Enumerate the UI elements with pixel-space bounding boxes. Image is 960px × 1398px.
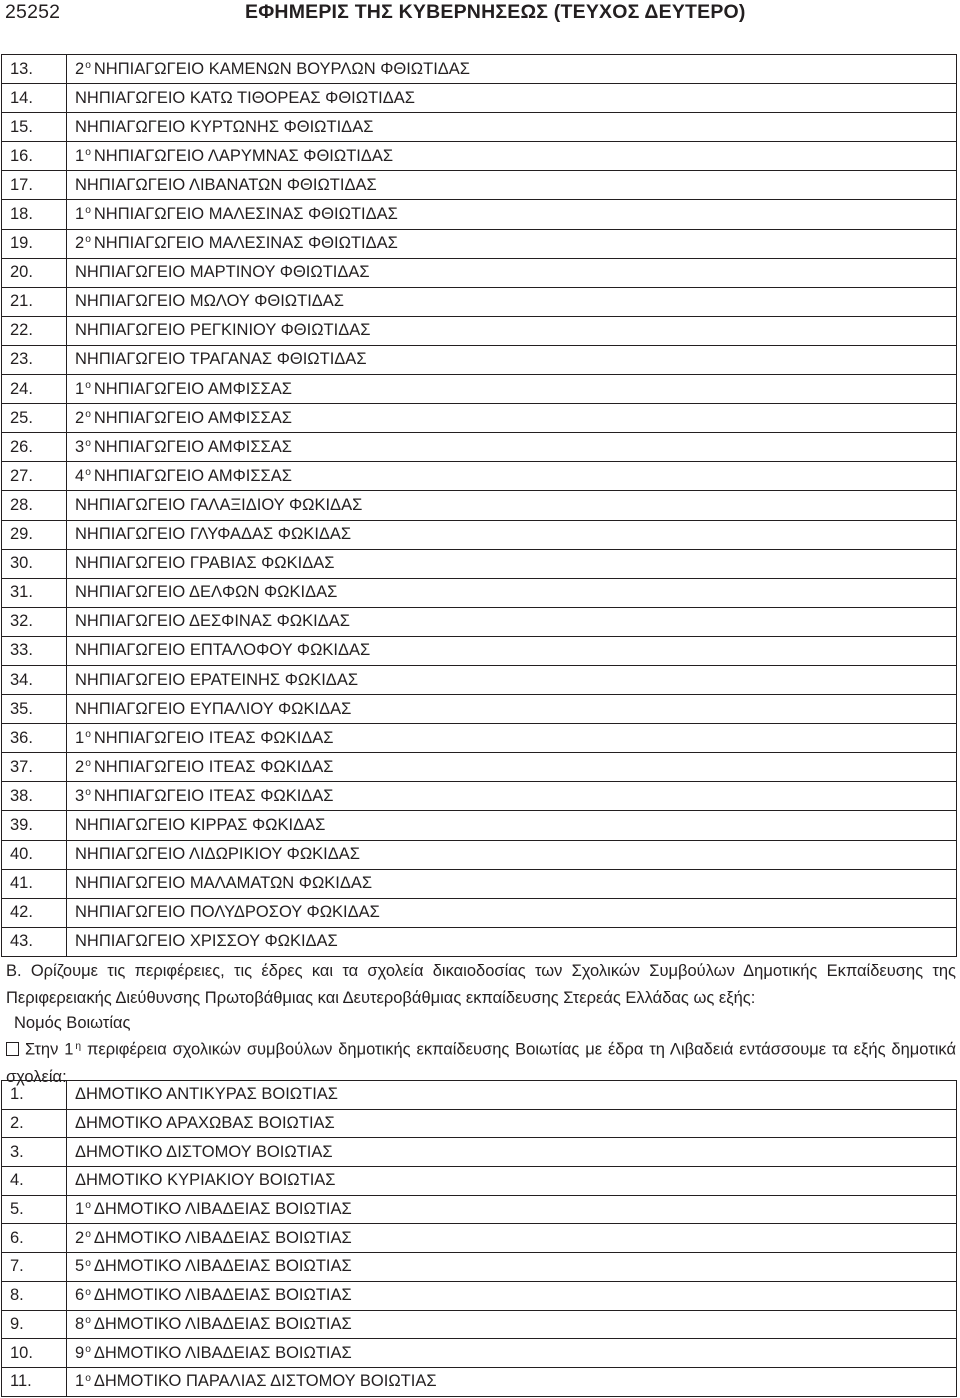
paragraph-b: Β. Ορίζουμε τις περιφέρειες, τις έδρες και τα σχολεία δικαιοδοσίας των Σχολικών Συμβούλων Δημοτικής Εκπαίδευσης της Περιφερειακής Διεύθυνσης Πρωτοβάθμιας και Δευτεροβάθμιας εκπαίδευσης Στερεάς Ελλάδας ως εξής: bbox=[6, 962, 956, 1007]
school-name-cell bbox=[67, 1167, 957, 1196]
school-name: ΝΗΠΙΑΓΩΓΕΙΟ ΑΜΦΙΣΣΑΣ bbox=[93, 437, 292, 456]
school-name: ΔΗΜΟΤΙΚΟ ΛΙΒΑΔΕΙΑΣ ΒΟΙΩΤΙΑΣ bbox=[93, 1200, 352, 1219]
school-name: ΔΗΜΟΤΙΚΟ ΛΙΒΑΔΕΙΑΣ ΒΟΙΩΤΙΑΣ bbox=[93, 1314, 352, 1333]
school-name-cell bbox=[67, 200, 957, 229]
row-number: 29. bbox=[2, 520, 67, 549]
school-name: ΝΗΠΙΑΓΩΓΕΙΟ ΠΟΛΥΔΡΟΣΟΥ ΦΩΚΙΔΑΣ bbox=[75, 903, 380, 922]
school-name: ΝΗΠΙΑΓΩΓΕΙΟ ΙΤΕΑΣ ΦΩΚΙΔΑΣ bbox=[93, 786, 334, 805]
ordinal-suffix: ο bbox=[85, 1286, 91, 1298]
table-row bbox=[2, 898, 957, 927]
table-row bbox=[2, 1167, 957, 1196]
school-name-cell bbox=[67, 258, 957, 287]
row-number: 5. bbox=[2, 1195, 67, 1224]
row-number: 2. bbox=[2, 1109, 67, 1138]
row-number: 19. bbox=[2, 229, 67, 258]
school-name: ΝΗΠΙΑΓΩΓΕΙΟ ΚΙΡΡΑΣ ΦΩΚΙΔΑΣ bbox=[75, 815, 326, 834]
row-number: 42. bbox=[2, 898, 67, 927]
table-row bbox=[2, 316, 957, 345]
row-number: 22. bbox=[2, 316, 67, 345]
school-name-cell bbox=[67, 404, 957, 433]
ordinal-suffix: ο bbox=[85, 1200, 91, 1212]
row-number: 16. bbox=[2, 142, 67, 171]
school-name-cell bbox=[67, 229, 957, 258]
row-number: 20. bbox=[2, 258, 67, 287]
school-name: ΝΗΠΙΑΓΩΓΕΙΟ ΙΤΕΑΣ ΦΩΚΙΔΑΣ bbox=[93, 757, 334, 776]
row-number: 30. bbox=[2, 549, 67, 578]
table-row bbox=[2, 171, 957, 200]
school-name-cell bbox=[67, 549, 957, 578]
ordinal-suffix: ο bbox=[85, 787, 91, 799]
school-name: ΝΗΠΙΑΓΩΓΕΙΟ ΕΡΑΤΕΙΝΗΣ ΦΩΚΙΔΑΣ bbox=[75, 670, 359, 689]
paragraph-region-before: Στην 1 bbox=[25, 1040, 74, 1059]
journal-title: ΕΦΗΜΕΡΙΣ ΤΗΣ ΚΥΒΕΡΝΗΣΕΩΣ (ΤΕΥΧΟΣ ΔΕΥΤΕΡΟ) bbox=[245, 1, 746, 23]
row-number: 39. bbox=[2, 811, 67, 840]
ordinal-number: 1 bbox=[75, 728, 85, 747]
table-row bbox=[2, 462, 957, 491]
ordinal-suffix: ο bbox=[85, 758, 91, 770]
kindergarten-table bbox=[1, 54, 957, 957]
table-row bbox=[2, 113, 957, 142]
school-name: ΝΗΠΙΑΓΩΓΕΙΟ ΤΡΑΓΑΝΑΣ ΦΘΙΩΤΙΔΑΣ bbox=[75, 350, 367, 369]
school-name: ΝΗΠΙΑΓΩΓΕΙΟ ΔΕΛΦΩΝ ΦΩΚΙΔΑΣ bbox=[75, 583, 338, 602]
paragraph-region-after: περιφέρεια σχολικών συμβούλων δημοτικής εκπαίδευσης Βοιωτίας με έδρα τη Λιβαδειά εντάσσουμε τα εξής δημοτικά σχολεία: bbox=[6, 1040, 956, 1086]
row-number: 36. bbox=[2, 724, 67, 753]
table-row bbox=[2, 200, 957, 229]
page-number: 25252 bbox=[5, 1, 61, 23]
row-number: 24. bbox=[2, 375, 67, 404]
school-name-cell bbox=[67, 375, 957, 404]
school-name-cell bbox=[67, 520, 957, 549]
school-name-cell bbox=[67, 55, 957, 84]
ordinal-number: 3 bbox=[75, 437, 85, 456]
school-name-cell bbox=[67, 869, 957, 898]
primary-school-table bbox=[1, 1080, 957, 1397]
row-number: 27. bbox=[2, 462, 67, 491]
school-name: ΝΗΠΙΑΓΩΓΕΙΟ ΑΜΦΙΣΣΑΣ bbox=[93, 379, 292, 398]
school-name: ΝΗΠΙΑΓΩΓΕΙΟ ΚΑΜΕΝΩΝ ΒΟΥΡΛΩΝ ΦΘΙΩΤΙΔΑΣ bbox=[93, 59, 470, 78]
table-row bbox=[2, 665, 957, 694]
ordinal-number: 2 bbox=[75, 757, 85, 776]
school-name: ΝΗΠΙΑΓΩΓΕΙΟ ΛΙΒΑΝΑΤΩΝ ΦΘΙΩΤΙΔΑΣ bbox=[75, 175, 377, 194]
row-number: 43. bbox=[2, 927, 67, 956]
ordinal-suffix: ο bbox=[85, 438, 91, 450]
table-row bbox=[2, 345, 957, 374]
row-number: 28. bbox=[2, 491, 67, 520]
school-name: ΝΗΠΙΑΓΩΓΕΙΟ ΑΜΦΙΣΣΑΣ bbox=[93, 466, 292, 485]
school-name: ΝΗΠΙΑΓΩΓΕΙΟ ΜΩΛΟΥ ΦΘΙΩΤΙΔΑΣ bbox=[75, 292, 345, 311]
table-row bbox=[2, 375, 957, 404]
table-row bbox=[2, 811, 957, 840]
ordinal-number: 1 bbox=[75, 1200, 85, 1219]
table-row bbox=[2, 404, 957, 433]
row-number: 21. bbox=[2, 287, 67, 316]
table-row bbox=[2, 1138, 957, 1167]
school-name-cell bbox=[67, 84, 957, 113]
school-name: ΝΗΠΙΑΓΩΓΕΙΟ ΚΥΡΤΩΝΗΣ ΦΘΙΩΤΙΔΑΣ bbox=[75, 117, 374, 136]
ordinal-number: 2 bbox=[75, 1228, 85, 1247]
table-row bbox=[2, 287, 957, 316]
ordinal-number: 1 bbox=[75, 205, 85, 224]
school-name-cell bbox=[67, 142, 957, 171]
school-name: ΝΗΠΙΑΓΩΓΕΙΟ ΙΤΕΑΣ ΦΩΚΙΔΑΣ bbox=[93, 728, 334, 747]
school-name: ΝΗΠΙΑΓΩΓΕΙΟ ΕΥΠΑΛΙΟΥ ΦΩΚΙΔΑΣ bbox=[75, 699, 352, 718]
ordinal-suffix: ο bbox=[85, 234, 91, 246]
table-row bbox=[2, 1281, 957, 1310]
table-row bbox=[2, 1195, 957, 1224]
ordinal-number: 1 bbox=[75, 1372, 85, 1391]
school-name-cell bbox=[67, 1367, 957, 1396]
school-name: ΝΗΠΙΑΓΩΓΕΙΟ ΜΑΛΕΣΙΝΑΣ ΦΘΙΩΤΙΔΑΣ bbox=[93, 205, 398, 224]
row-number: 1. bbox=[2, 1081, 67, 1110]
ordinal-suffix: ο bbox=[85, 59, 91, 71]
table-row bbox=[2, 607, 957, 636]
table-row bbox=[2, 1224, 957, 1253]
school-name: ΝΗΠΙΑΓΩΓΕΙΟ ΓΡΑΒΙΑΣ ΦΩΚΙΔΑΣ bbox=[75, 554, 335, 573]
table-row bbox=[2, 578, 957, 607]
ordinal-suffix: ο bbox=[85, 1315, 91, 1327]
ordinal-suffix: ο bbox=[85, 205, 91, 217]
school-name-cell bbox=[67, 462, 957, 491]
ordinal-suffix: ο bbox=[85, 379, 91, 391]
school-name-cell bbox=[67, 578, 957, 607]
school-name: ΔΗΜΟΤΙΚΟ ΛΙΒΑΔΕΙΑΣ ΒΟΙΩΤΙΑΣ bbox=[93, 1343, 352, 1362]
ordinal-number: 1 bbox=[75, 146, 85, 165]
prefecture-heading: Νομός Βοιωτίας bbox=[14, 1014, 131, 1032]
row-number: 13. bbox=[2, 55, 67, 84]
row-number: 10. bbox=[2, 1339, 67, 1368]
school-name-cell bbox=[67, 636, 957, 665]
school-name-cell bbox=[67, 1339, 957, 1368]
school-name: ΝΗΠΙΑΓΩΓΕΙΟ ΡΕΓΚΙΝΙΟΥ ΦΘΙΩΤΙΔΑΣ bbox=[75, 321, 371, 340]
table-row bbox=[2, 753, 957, 782]
ordinal-suffix: ο bbox=[85, 147, 91, 159]
row-number: 11. bbox=[2, 1367, 67, 1396]
school-name: ΝΗΠΙΑΓΩΓΕΙΟ ΚΑΤΩ ΤΙΘΟΡΕΑΣ ΦΘΙΩΤΙΔΑΣ bbox=[75, 88, 415, 107]
school-name-cell bbox=[67, 1281, 957, 1310]
school-name-cell bbox=[67, 607, 957, 636]
school-name-cell bbox=[67, 171, 957, 200]
row-number: 40. bbox=[2, 840, 67, 869]
school-name: ΝΗΠΙΑΓΩΓΕΙΟ ΑΜΦΙΣΣΑΣ bbox=[93, 408, 292, 427]
school-name: ΔΗΜΟΤΙΚΟ ΛΙΒΑΔΕΙΑΣ ΒΟΙΩΤΙΑΣ bbox=[93, 1257, 352, 1276]
table-row bbox=[2, 549, 957, 578]
table-row bbox=[2, 1081, 957, 1110]
ordinal-suffix: ο bbox=[85, 467, 91, 479]
row-number: 25. bbox=[2, 404, 67, 433]
school-name-cell bbox=[67, 1195, 957, 1224]
school-name-cell bbox=[67, 345, 957, 374]
school-name-cell bbox=[67, 491, 957, 520]
school-name-cell bbox=[67, 724, 957, 753]
ordinal-suffix: ο bbox=[85, 1229, 91, 1241]
school-name-cell bbox=[67, 753, 957, 782]
table-row bbox=[2, 520, 957, 549]
table-row bbox=[2, 840, 957, 869]
school-name-cell bbox=[67, 113, 957, 142]
ordinal-number: 8 bbox=[75, 1314, 85, 1333]
row-number: 38. bbox=[2, 782, 67, 811]
school-name-cell bbox=[67, 695, 957, 724]
school-name-cell bbox=[67, 811, 957, 840]
table-row bbox=[2, 869, 957, 898]
school-name-cell bbox=[67, 1109, 957, 1138]
row-number: 7. bbox=[2, 1253, 67, 1282]
school-name: ΝΗΠΙΑΓΩΓΕΙΟ ΧΡΙΣΣΟΥ ΦΩΚΙΔΑΣ bbox=[75, 932, 338, 951]
row-number: 35. bbox=[2, 695, 67, 724]
ordinal-number: 2 bbox=[75, 59, 85, 78]
school-name: ΝΗΠΙΑΓΩΓΕΙΟ ΓΛΥΦΑΔΑΣ ΦΩΚΙΔΑΣ bbox=[75, 525, 352, 544]
checkbox-glyph-icon bbox=[6, 1042, 19, 1056]
ordinal-suffix: ο bbox=[85, 409, 91, 421]
ordinal-number: 2 bbox=[75, 234, 85, 253]
school-name-cell bbox=[67, 316, 957, 345]
ordinal-number: 4 bbox=[75, 466, 85, 485]
school-name: ΝΗΠΙΑΓΩΓΕΙΟ ΕΠΤΑΛΟΦΟΥ ΦΩΚΙΔΑΣ bbox=[75, 641, 371, 660]
table-row bbox=[2, 229, 957, 258]
table-row bbox=[2, 258, 957, 287]
school-name: ΝΗΠΙΑΓΩΓΕΙΟ ΛΑΡΥΜΝΑΣ ΦΘΙΩΤΙΔΑΣ bbox=[93, 146, 394, 165]
row-number: 3. bbox=[2, 1138, 67, 1167]
table-row bbox=[2, 433, 957, 462]
school-name: ΝΗΠΙΑΓΩΓΕΙΟ ΓΑΛΑΞΙΔΙΟΥ ΦΩΚΙΔΑΣ bbox=[75, 495, 363, 514]
row-number: 18. bbox=[2, 200, 67, 229]
table-row bbox=[2, 1339, 957, 1368]
ordinal-number: 2 bbox=[75, 408, 85, 427]
school-name: ΔΗΜΟΤΙΚΟ ΚΥΡΙΑΚΙΟΥ ΒΟΙΩΤΙΑΣ bbox=[75, 1171, 336, 1190]
school-name-cell bbox=[67, 665, 957, 694]
table-row bbox=[2, 695, 957, 724]
table-row bbox=[2, 1253, 957, 1282]
row-number: 6. bbox=[2, 1224, 67, 1253]
ordinal-suffix: ο bbox=[85, 1372, 91, 1384]
school-name-cell bbox=[67, 898, 957, 927]
school-name-cell bbox=[67, 1310, 957, 1339]
row-number: 37. bbox=[2, 753, 67, 782]
table-row bbox=[2, 84, 957, 113]
ordinal-suffix: ο bbox=[85, 729, 91, 741]
ordinal-suffix: ο bbox=[85, 1343, 91, 1355]
table-row bbox=[2, 782, 957, 811]
row-number: 34. bbox=[2, 665, 67, 694]
school-name: ΔΗΜΟΤΙΚΟ ΑΡΑΧΩΒΑΣ ΒΟΙΩΤΙΑΣ bbox=[75, 1114, 335, 1133]
table-row bbox=[2, 927, 957, 956]
row-number: 15. bbox=[2, 113, 67, 142]
school-name: ΔΗΜΟΤΙΚΟ ΑΝΤΙΚΥΡΑΣ ΒΟΙΩΤΙΑΣ bbox=[75, 1085, 338, 1104]
school-name-cell bbox=[67, 1224, 957, 1253]
row-number: 31. bbox=[2, 578, 67, 607]
table-row bbox=[2, 1109, 957, 1138]
table-row bbox=[2, 142, 957, 171]
ordinal-suffix: ο bbox=[85, 1257, 91, 1269]
row-number: 33. bbox=[2, 636, 67, 665]
table-row bbox=[2, 1310, 957, 1339]
row-number: 26. bbox=[2, 433, 67, 462]
row-number: 8. bbox=[2, 1281, 67, 1310]
school-name: ΝΗΠΙΑΓΩΓΕΙΟ ΛΙΔΩΡΙΚΙΟΥ ΦΩΚΙΔΑΣ bbox=[75, 845, 360, 864]
ordinal-number: 6 bbox=[75, 1286, 85, 1305]
table-row bbox=[2, 1367, 957, 1396]
table-row bbox=[2, 724, 957, 753]
school-name: ΝΗΠΙΑΓΩΓΕΙΟ ΜΑΡΤΙΝΟΥ ΦΘΙΩΤΙΔΑΣ bbox=[75, 263, 370, 282]
ordinal-number: 5 bbox=[75, 1257, 85, 1276]
school-name-cell bbox=[67, 287, 957, 316]
row-number: 14. bbox=[2, 84, 67, 113]
page-header bbox=[0, 0, 960, 34]
row-number: 23. bbox=[2, 345, 67, 374]
school-name: ΔΗΜΟΤΙΚΟ ΛΙΒΑΔΕΙΑΣ ΒΟΙΩΤΙΑΣ bbox=[93, 1228, 352, 1247]
row-number: 4. bbox=[2, 1167, 67, 1196]
school-name: ΔΗΜΟΤΙΚΟ ΔΙΣΤΟΜΟΥ ΒΟΙΩΤΙΑΣ bbox=[75, 1142, 333, 1161]
school-name: ΔΗΜΟΤΙΚΟ ΛΙΒΑΔΕΙΑΣ ΒΟΙΩΤΙΑΣ bbox=[93, 1286, 352, 1305]
row-number: 17. bbox=[2, 171, 67, 200]
table-row bbox=[2, 636, 957, 665]
school-name-cell bbox=[67, 782, 957, 811]
paragraph-region-superscript: η bbox=[75, 1041, 82, 1052]
table-row bbox=[2, 55, 957, 84]
school-name-cell bbox=[67, 433, 957, 462]
school-name-cell bbox=[67, 927, 957, 956]
row-number: 32. bbox=[2, 607, 67, 636]
ordinal-number: 3 bbox=[75, 786, 85, 805]
school-name-cell bbox=[67, 1081, 957, 1110]
row-number: 41. bbox=[2, 869, 67, 898]
ordinal-number: 9 bbox=[75, 1343, 85, 1362]
school-name: ΔΗΜΟΤΙΚΟ ΠΑΡΑΛΙΑΣ ΔΙΣΤΟΜΟΥ ΒΟΙΩΤΙΑΣ bbox=[93, 1372, 437, 1391]
school-name-cell bbox=[67, 1253, 957, 1282]
ordinal-number: 1 bbox=[75, 379, 85, 398]
school-name-cell bbox=[67, 1138, 957, 1167]
table-row bbox=[2, 491, 957, 520]
school-name: ΝΗΠΙΑΓΩΓΕΙΟ ΜΑΛΕΣΙΝΑΣ ΦΘΙΩΤΙΔΑΣ bbox=[93, 234, 398, 253]
school-name: ΝΗΠΙΑΓΩΓΕΙΟ ΜΑΛΑΜΑΤΩΝ ΦΩΚΙΔΑΣ bbox=[75, 874, 373, 893]
school-name: ΝΗΠΙΑΓΩΓΕΙΟ ΔΕΣΦΙΝΑΣ ΦΩΚΙΔΑΣ bbox=[75, 612, 350, 631]
school-name-cell bbox=[67, 840, 957, 869]
row-number: 9. bbox=[2, 1310, 67, 1339]
